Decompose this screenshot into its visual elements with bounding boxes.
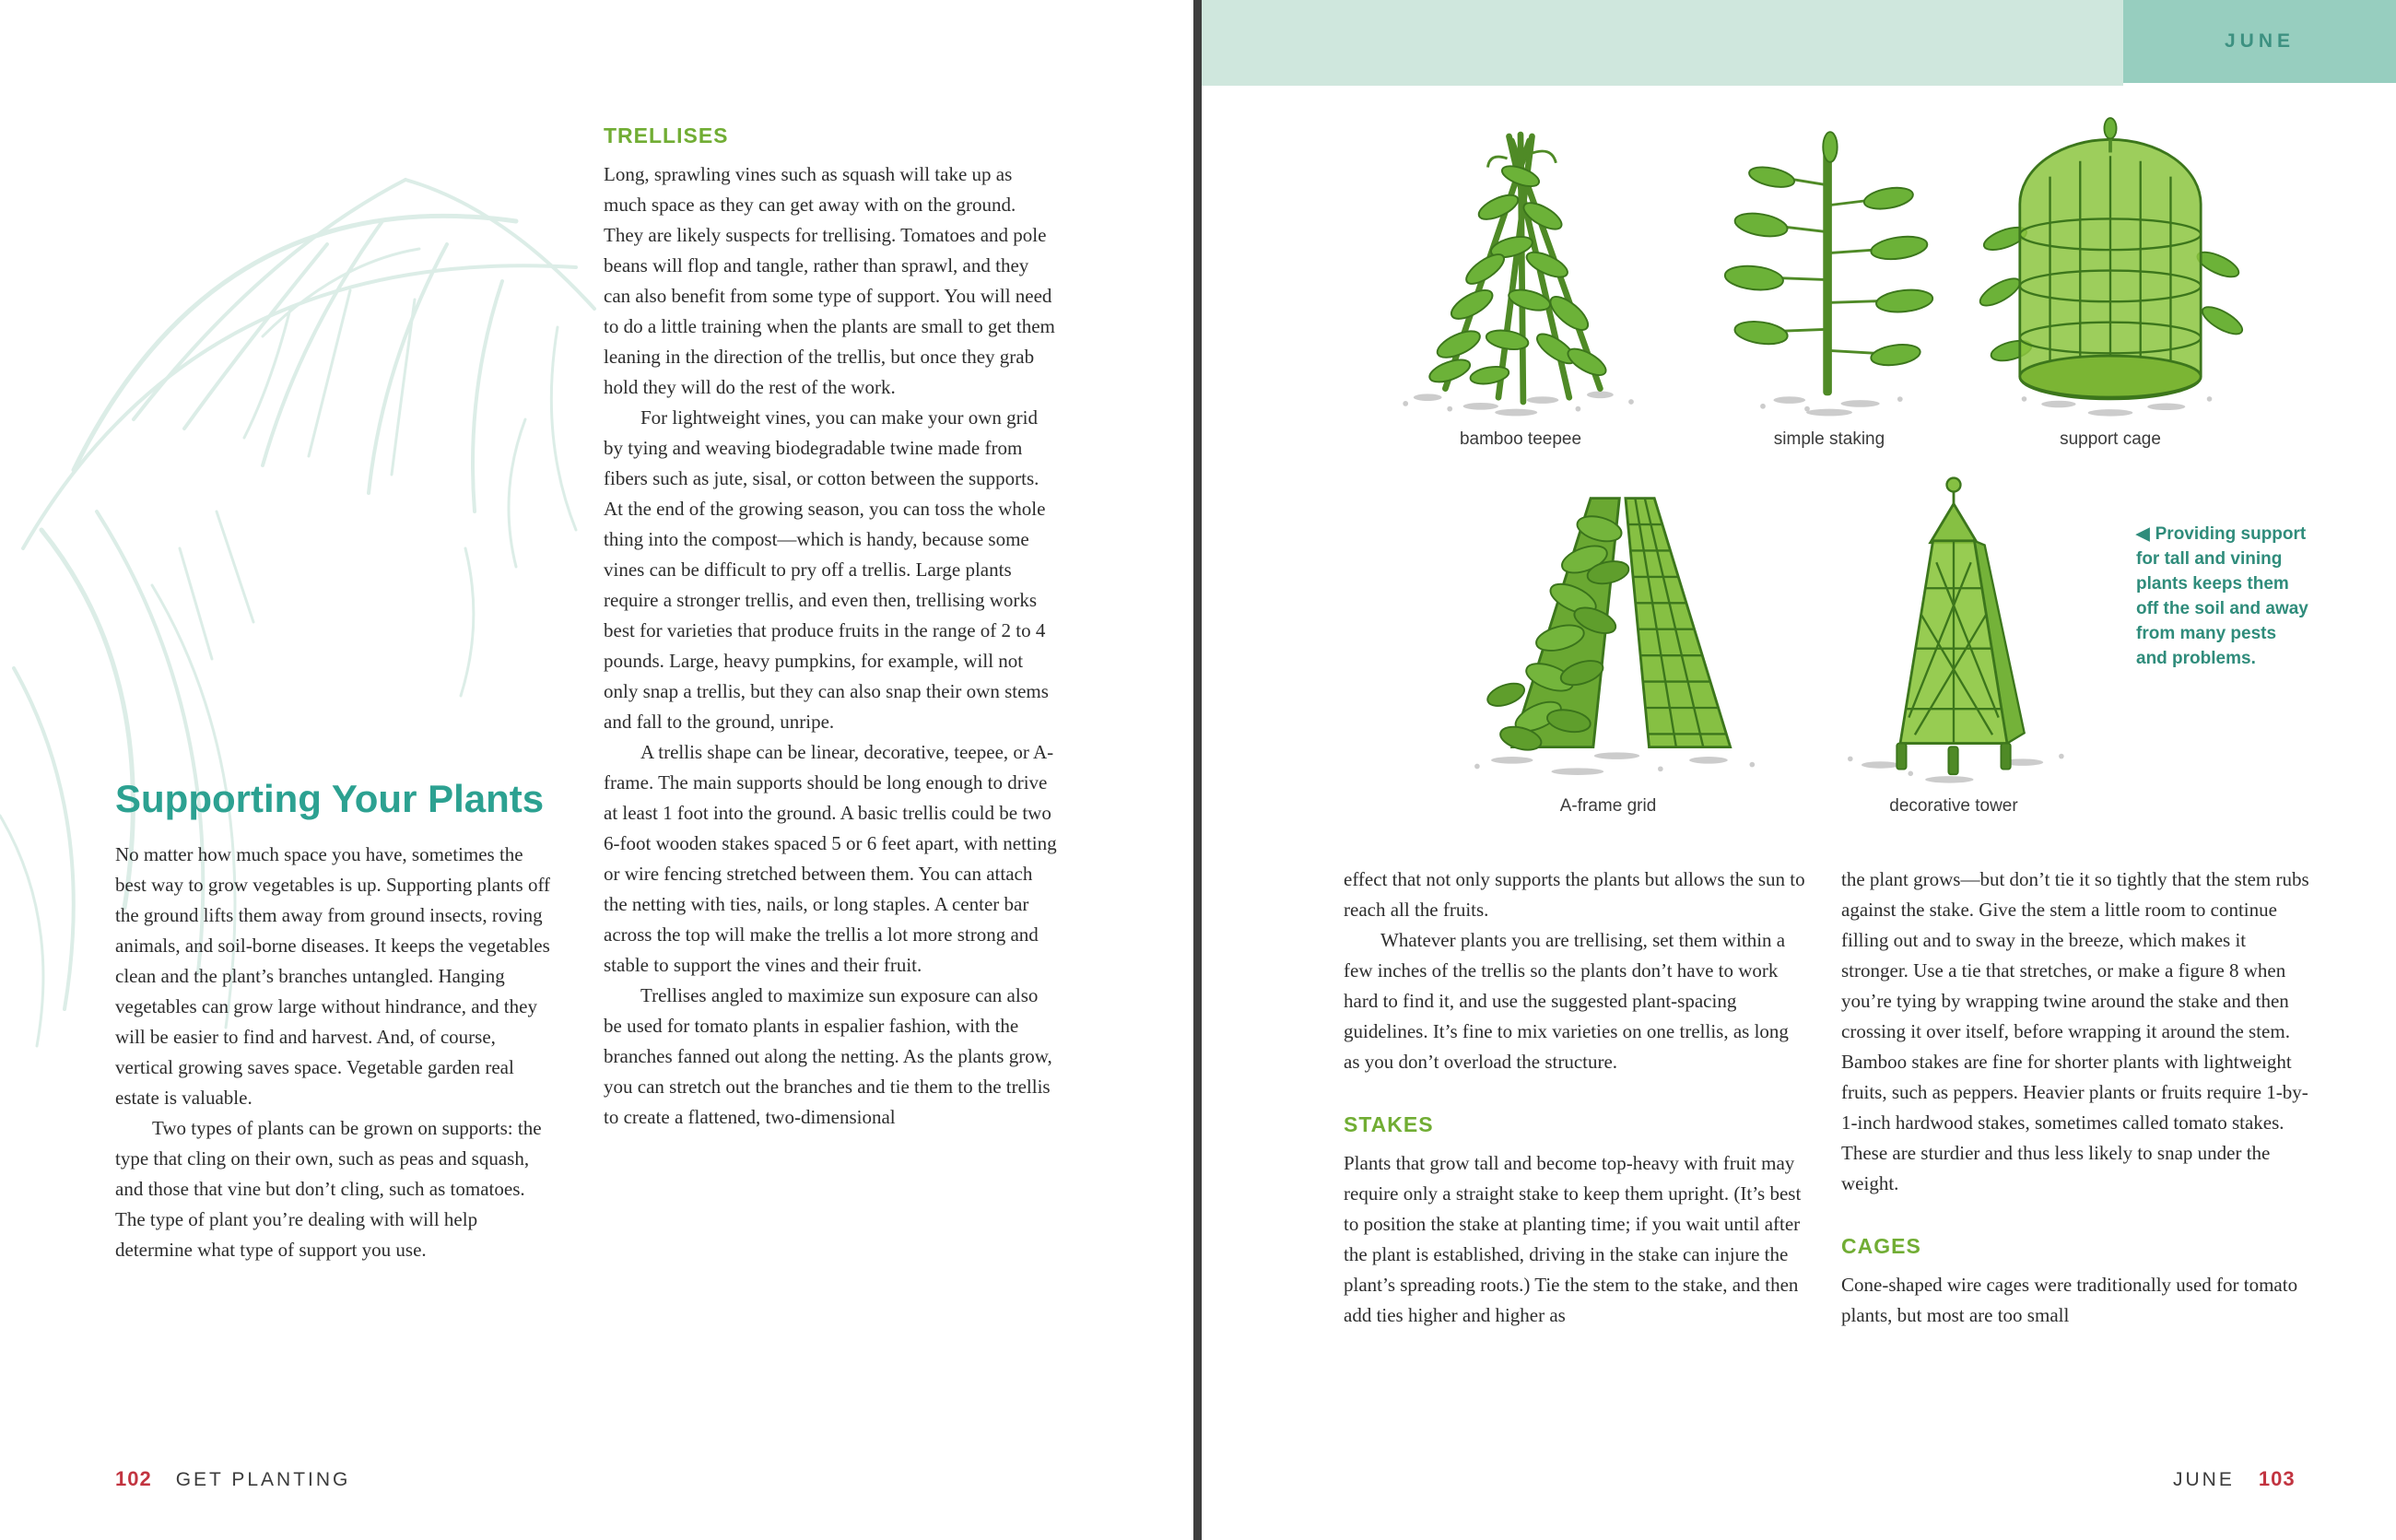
- figure-bamboo-teepee: [1359, 92, 1682, 450]
- figure-label: A-frame grid: [1559, 796, 1657, 816]
- trellises-heading: TRELLISES: [604, 123, 729, 147]
- cages-heading: CAGES: [1841, 1234, 1921, 1258]
- a-frame-grid-illustration: [1419, 459, 1797, 791]
- support-cage-illustration: [1954, 92, 2267, 424]
- decorative-tower-illustration: [1797, 459, 2110, 791]
- stakes-paragraph: Plants that grow tall and become top-heavy with fruit may require only a straight stake to keep them upright. (It’s best to position the stake at planting time; if you wait until after the plant is established, driving in the stake can injure the plant’s spreading roots.) Tie the stem to the stake, and then add ties higher and higher as: [1344, 1152, 1802, 1326]
- trellises-paragraph: Trellises angled to maximize sun exposure can also be used for tomato plants in espalier fashion, with the branches fanned out along the netting. As the plants grow, you can stretch out the branches and tie them to the trellis to create a flattened, two-dimensional: [604, 984, 1052, 1128]
- left-arrow-icon: ◀: [2136, 524, 2150, 544]
- cages-column: [1841, 864, 2313, 1331]
- figure-support-cage: [1954, 92, 2267, 450]
- left-folio: [115, 1467, 350, 1491]
- simple-staking-illustration: [1677, 92, 1981, 424]
- intro-paragraph: No matter how much space you have, sometimes the best way to grow vegetables is up. Supporting plants off the ground lifts them away from ground insects, roving animals, and soil-borne diseases. It keeps the vegetables clean and the plant’s branches untangled. Hanging vegetables can grow large without hindrance, and they will be easier to find and harvest. And, of course, vertical growing saves space. Vegetable garden real estate is valuable.: [115, 843, 551, 1109]
- page-number: 103: [2258, 1467, 2296, 1490]
- bamboo-teepee-illustration: [1359, 92, 1682, 424]
- body-paragraph: the plant grows—but don’t tie it so tightly that the stem rubs against the stake. Give the stem a little room to continue filling out and to sway in the breeze, which makes it stronger. Use a tie that stretches, or make a figure 8 when you’re tying by wrapping twine around the stake and then crossing it over itself, before wrapping it around the stem. Bamboo stakes are fine for shorter plants with lightweight fruits, such as peppers. Heavier plants or fruits require 1-by-1-inch hardwood stakes, sometimes called tomato stakes. These are sturdier and thus less likely to snap under the weight.: [1841, 868, 2309, 1194]
- trellises-paragraph: A trellis shape can be linear, decorative, teepee, or A-frame. The main supports should be long enough to drive at least 1 foot into the ground. A basic trellis could be two 6-foot wooden stakes spaced 5 or 6 feet apart, with netting or wire fencing stretched between them. You can attach the netting with ties, nails, or long staples. A center bar across the top will make the trellis a lot more strong and stable to support the vines and their fruit.: [604, 741, 1057, 976]
- page-number: 102: [115, 1467, 152, 1490]
- intro-column: [115, 777, 556, 1265]
- figure-label: bamboo teepee: [1459, 429, 1582, 449]
- stakes-heading: STAKES: [1344, 1112, 1434, 1136]
- trellises-paragraph: Long, sprawling vines such as squash will take up as much space as they can get away with on the ground. They are likely suspects for trellising. Tomatoes and pole beans will flop and tangle, rather than sprawl, and they can also benefit from some type of support. You will need to do a little training when the plants are small to get them leaning in the direction of the trellis, but once they grab hold they will do the rest of the work.: [604, 163, 1055, 398]
- header-band: [1202, 0, 2123, 86]
- month-label: JUNE: [2224, 30, 2296, 52]
- body-paragraph: effect that not only supports the plants but allows the sun to reach all the fruits.: [1344, 868, 1805, 921]
- trellises-paragraph: For lightweight vines, you can make your own grid by tying and weaving biodegradable twine made from fibers such as jute, sisal, or cotton between the supports. At the end of the growing season, you can toss the whole thing into the compost—which is handy, because some vines can be difficult to pry off a trellis. Large plants require a stronger trellis, and even then, trellising works best for varieties that produce fruits in the range of 2 to 4 pounds. Large, heavy pumpkins, for example, will not only snap a trellis, but they can also snap their own stems and fall to the ground, unripe.: [604, 406, 1049, 733]
- page-title: Supporting Your Plants: [115, 777, 545, 820]
- figure-label: decorative tower: [1889, 796, 2018, 816]
- body-paragraph: Whatever plants you are trellising, set them within a few inches of the trellis so the plants don’t have to work hard to find it, and use the suggested plant-spacing guidelines. It’s fine to mix varieties on one trellis, as long as you don’t overload the structure.: [1344, 929, 1789, 1073]
- stakes-column: [1344, 864, 1809, 1331]
- trellises-column: [604, 125, 1057, 1133]
- figure-simple-staking: [1673, 92, 1986, 450]
- right-folio: [2173, 1467, 2296, 1491]
- intro-paragraph: Two types of plants can be grown on supports: the type that cling on their own, such as peas and squash, and those that vine but don’t cling, such as tomatoes. The type of plant you’re dealing with will help determine what type of support you use.: [115, 1117, 542, 1261]
- cages-paragraph: Cone-shaped wire cages were traditionally used for tomato plants, but most are too small: [1841, 1274, 2298, 1326]
- running-head: JUNE: [2173, 1469, 2235, 1490]
- month-tab: [2123, 0, 2396, 83]
- figure-decorative-tower: [1783, 459, 2124, 817]
- caption-text: Providing support for tall and vining plants keeps them off the soil and away from many pests and problems.: [2136, 524, 2308, 668]
- figure-label: support cage: [2060, 429, 2161, 449]
- page-gutter: [1193, 0, 1202, 1540]
- figure-a-frame-grid: [1419, 459, 1797, 817]
- figure-label: simple staking: [1773, 429, 1885, 449]
- running-head: GET PLANTING: [175, 1469, 351, 1490]
- figure-caption: [2136, 522, 2309, 671]
